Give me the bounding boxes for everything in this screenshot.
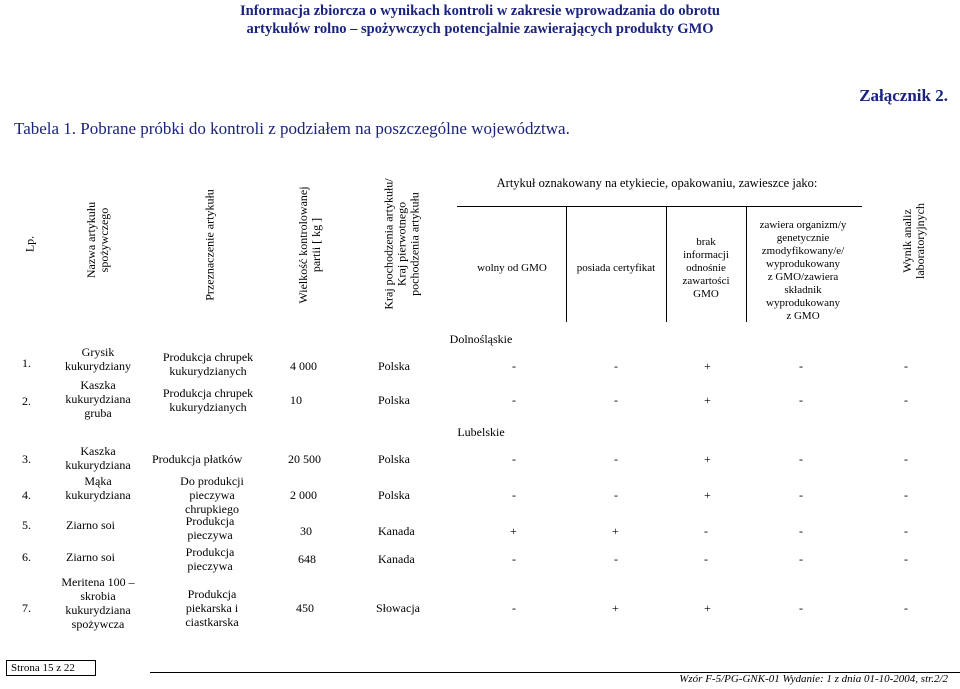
row2-purpose: Produkcja chrupek kukurydzianych [162, 386, 254, 414]
col-wielkosc: Wielkość kontrolowanej partii [ kg ] [296, 186, 323, 304]
row4-v1: - [512, 488, 516, 502]
subcol-divider-1 [566, 206, 567, 322]
group-divider [457, 206, 862, 207]
row5-name: Ziarno soi [66, 518, 115, 532]
row6-country: Kanada [378, 552, 415, 566]
row6-lp: 6. [22, 550, 31, 564]
row6-v5: - [904, 552, 908, 566]
row6-name: Ziarno soi [66, 550, 115, 564]
title-line-2: artykułów rolno – spożywczych potencjalnie zawierających produkty GMO [246, 21, 714, 37]
row5-v3: - [704, 524, 708, 538]
row5-v4: - [799, 524, 803, 538]
row3-qty: 20 500 [288, 452, 321, 466]
row5-v1: + [510, 524, 517, 538]
row7-v5: - [904, 601, 908, 615]
row4-v5: - [904, 488, 908, 502]
row3-lp: 3. [22, 452, 31, 466]
subcol-zawiera: zawiera organizm/y genetycznie zmodyfikowany/e/ wyprodukowany z GMO/zawiera składnik wyprodukowany z GMO [759, 219, 847, 322]
row2-v3: + [704, 393, 711, 407]
row5-country: Kanada [378, 524, 415, 538]
row7-v1: - [512, 601, 516, 615]
row2-v2: - [614, 393, 618, 407]
row2-qty: 10 [290, 393, 302, 407]
row7-country: Słowacja [376, 601, 420, 615]
row2-v5: - [904, 393, 908, 407]
row7-purpose: Produkcja piekarska i ciastkarska [185, 587, 239, 629]
row2-name: Kaszka kukurydziana gruba [65, 378, 131, 420]
subcol-divider-2 [666, 206, 667, 322]
row6-v1: - [512, 552, 516, 566]
row3-v5: - [904, 452, 908, 466]
row5-v2: + [612, 524, 619, 538]
row3-v1: - [512, 452, 516, 466]
document-title [0, 2, 960, 38]
row3-v2: - [614, 452, 618, 466]
row4-name: Mąka kukurydziana [65, 474, 131, 502]
row7-lp: 7. [22, 601, 31, 615]
row6-v2: - [614, 552, 618, 566]
row4-purpose: Do produkcji pieczywa chrupkiego [180, 474, 244, 516]
row2-v1: - [512, 393, 516, 407]
row1-purpose: Produkcja chrupek kukurydzianych [162, 350, 254, 378]
row7-v2: + [612, 601, 619, 615]
col-wynik: Wynik analiz laboratoryjnych [900, 203, 927, 279]
row5-purpose: Produkcja pieczywa [185, 514, 235, 542]
row5-lp: 5. [22, 518, 31, 532]
row3-name: Kaszka kukurydziana [65, 444, 131, 472]
col-lp: Lp. [22, 235, 37, 253]
row4-country: Polska [378, 488, 411, 502]
row3-v3: + [704, 452, 711, 466]
row4-v4: - [799, 488, 803, 502]
subcol-certyfikat: posiada certyfikat [576, 262, 656, 274]
row2-v4: - [799, 393, 803, 407]
row2-country: Polska [378, 393, 411, 407]
row1-country: Polska [378, 359, 411, 373]
row6-v3: - [704, 552, 708, 566]
row3-country: Polska [378, 452, 411, 466]
row6-purpose: Produkcja pieczywa [185, 545, 235, 573]
col-przeznaczenie: Przeznaczenie artykułu [202, 189, 217, 301]
row3-v4: - [799, 452, 803, 466]
col-kraj: Kraj pochodzenia artykułu/ Kraj pierwotnego pochodzenia artykułu [381, 178, 422, 310]
table-title: Tabela 1. Pobrane próbki do kontroli z podziałem na poszczególne województwa. [14, 119, 570, 138]
row1-v4: - [799, 359, 803, 373]
row4-qty: 2 000 [290, 488, 317, 502]
row1-qty: 4 000 [290, 359, 317, 373]
annex-label: Załącznik 2. [859, 86, 948, 105]
form-reference: Wzór F-5/PG-GNK-01 Wydanie: 1 z dnia 01-10-2004, str.2/2 [679, 673, 948, 685]
row4-v2: - [614, 488, 618, 502]
row1-v5: - [904, 359, 908, 373]
row1-v2: - [614, 359, 618, 373]
row1-name: Grysik kukurydziany [65, 345, 131, 373]
row6-qty: 648 [298, 552, 316, 566]
row1-v1: - [512, 359, 516, 373]
region-dolnoslaskie: Dolnośląskie [449, 332, 513, 346]
group-header: Artykuł oznakowany na etykiecie, opakowaniu, zawieszce jako: [496, 176, 818, 190]
row4-v3: + [704, 488, 711, 502]
col-nazwa: Nazwa artykułu spożywczego [84, 201, 111, 279]
row5-v5: - [904, 524, 908, 538]
row5-qty: 30 [300, 524, 312, 538]
subcol-divider-3 [746, 206, 747, 322]
row3-purpose: Produkcja płatków [152, 452, 243, 466]
row4-lp: 4. [22, 488, 31, 502]
row2-lp: 2. [22, 394, 31, 408]
row7-name: Meritena 100 – skrobia kukurydziana spożywcza [61, 575, 135, 631]
subcol-wolny: wolny od GMO [477, 262, 547, 274]
row7-v3: + [704, 601, 711, 615]
page-number: Strona 15 z 22 [6, 660, 96, 676]
subcol-brak: brak informacji odnośnie zawartości GMO [682, 236, 730, 300]
row1-v3: + [704, 359, 711, 373]
row7-qty: 450 [296, 601, 314, 615]
row7-v4: - [799, 601, 803, 615]
region-lubelskie: Lubelskie [457, 425, 505, 439]
title-line-1: Informacja zbiorcza o wynikach kontroli w zakresie wprowadzania do obrotu [240, 3, 720, 19]
row1-lp: 1. [22, 356, 31, 370]
row6-v4: - [799, 552, 803, 566]
